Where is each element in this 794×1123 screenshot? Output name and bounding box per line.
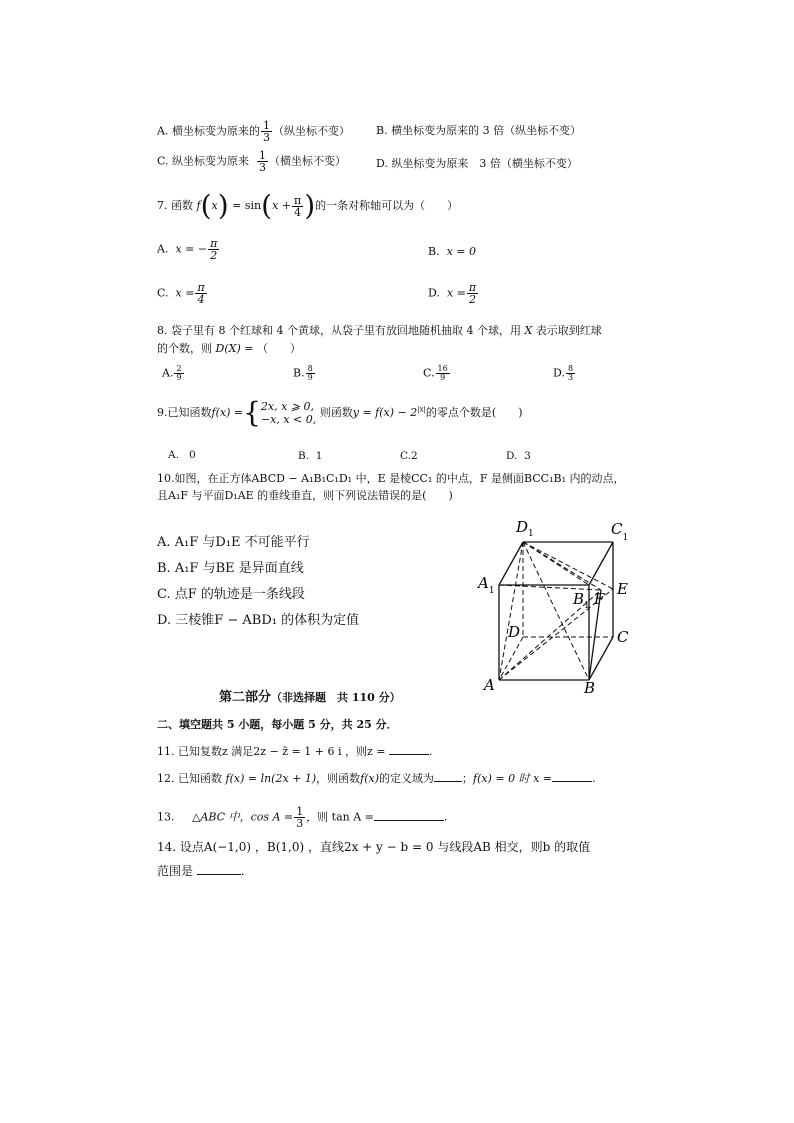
q10-stem-line2: 且A₁F 与平面D₁AE 的垂线垂直，则下列说法错误的是( ) bbox=[157, 489, 453, 502]
fraction: $\frac{\pi}{4}$ bbox=[294, 193, 302, 219]
q7-option-d: D. x = $\frac{\pi}{2}$ bbox=[428, 281, 477, 306]
q8-option-d: D. $\frac{8}{3}$ bbox=[553, 364, 574, 382]
answer-blank[interactable] bbox=[552, 781, 592, 782]
label-a1: $A_1$ bbox=[478, 574, 495, 596]
q8-option-a: A. $\frac{2}{9}$ bbox=[162, 364, 182, 382]
q10-option-d: D. 三棱锥F − ABD₁ 的体积为定值 bbox=[157, 613, 360, 628]
label-c1: $C_1$ bbox=[611, 520, 629, 543]
q7-stem: 7. 函数 f(x) = sin(x + $\frac{\pi}{4}$ )的一条对称轴可以为（ ） bbox=[157, 189, 459, 222]
fraction: $\frac{\pi}{2}$ bbox=[210, 237, 218, 262]
q10-option-b: B. A₁F 与BE 是异面直线 bbox=[157, 561, 304, 576]
label-f: F bbox=[594, 590, 605, 608]
q7-option-c: C. x = $\frac{\pi}{4}$ bbox=[157, 281, 205, 306]
q13: 13. △ABC 中，cos A = $\frac{1}{3}$ ，则 tan A = . bbox=[157, 805, 448, 830]
q6-option-c: C. 纵坐标变为原来 $\frac{1}{3}$ （横坐标不变） bbox=[157, 149, 347, 174]
q10-option-c: C. 点F 的轨迹是一条线段 bbox=[157, 587, 305, 602]
answer-blank[interactable] bbox=[389, 754, 429, 755]
q10-option-a: A. A₁F 与D₁E 不可能平行 bbox=[157, 535, 310, 550]
fraction: $\frac{1}{3}$ bbox=[262, 119, 270, 144]
fraction: $\frac{\pi}{4}$ bbox=[197, 281, 205, 306]
q6-option-d: D. 纵坐标变为原来 3 倍（横坐标不变） bbox=[376, 157, 578, 170]
label-a: A bbox=[484, 676, 495, 694]
fraction: $\frac{1}{3}$ bbox=[296, 805, 304, 830]
answer-blank[interactable] bbox=[374, 820, 444, 821]
label-d1: $D_1$ bbox=[516, 518, 534, 539]
section-heading: 二、填空题共 5 小题，每小题 5 分，共 25 分． bbox=[157, 718, 398, 731]
answer-blank[interactable] bbox=[197, 874, 241, 875]
q8-stem-line1: 8. 袋子里有 8 个红球和 4 个黄球，从袋子里有放回地随机抽取 4 个球，用 X 表示取到红球 bbox=[157, 324, 602, 337]
q9-option-a: A. 0 bbox=[168, 449, 196, 461]
q9-option-d: D. 3 bbox=[506, 450, 531, 462]
q6-option-a: A. 横坐标变为原来的 $\frac{1}{3}$ （纵坐标不变） bbox=[157, 119, 350, 144]
cube-figure bbox=[470, 512, 640, 697]
q9-option-b: B. 1 bbox=[298, 450, 323, 462]
q12: 12. 已知函数 f(x) = ln(2x + 1)，则函数f(x)的定义域为 ；f(x) = 0 时 x = . bbox=[157, 772, 596, 785]
label-e: E bbox=[617, 580, 628, 598]
q14-line2: 范围是 . bbox=[157, 864, 245, 878]
q9-stem: 9.已知函数f(x) ={ 2x, x ⩾ 0, −x, x < 0, 则函数$y = f(x) - 2^{|x|}$的零点个数是( ) bbox=[157, 396, 523, 429]
q14-line1: 14. 设点A(−1,0) ，B(1,0) ，直线2x + y − b = 0 与线段AB 相交，则b 的取值 bbox=[157, 840, 591, 854]
q11: 11. 已知复数z 满足2z − z̄ = 1 + 6 i ，则z = . bbox=[157, 745, 433, 758]
q8-option-b: B. $\frac{8}{9}$ bbox=[293, 364, 313, 382]
q7-option-b: B. x = 0 bbox=[428, 245, 477, 258]
q8-option-c: C. $\frac{16}{9}$ bbox=[423, 364, 448, 382]
answer-blank[interactable] bbox=[434, 781, 462, 782]
label-c: C bbox=[617, 628, 629, 646]
fraction: $\frac{\pi}{2}$ bbox=[468, 281, 477, 306]
part2-heading: 第二部分（非选择题 共 110 分） bbox=[219, 690, 401, 705]
q7-option-a: A. x = − $\frac{\pi}{2}$ bbox=[157, 237, 218, 262]
q8-stem-line2: 的个数，则 D(X) = （ ） bbox=[157, 342, 301, 355]
q10-stem-line1: 10.如图，在正方体ABCD − A₁B₁C₁D₁ 中，E 是棱CC₁ 的中点，F 是侧面BCC₁B₁ 内的动点， bbox=[157, 472, 625, 485]
label-b1: $B_1$ bbox=[573, 590, 590, 611]
label-b: B bbox=[584, 679, 596, 697]
q6-option-b: B. 横坐标变为原来的 3 倍（纵坐标不变） bbox=[376, 124, 582, 137]
q9-option-c: C.2 bbox=[400, 450, 418, 462]
label-d: D bbox=[508, 623, 521, 641]
fraction: $\frac{1}{3}$ bbox=[259, 149, 267, 174]
